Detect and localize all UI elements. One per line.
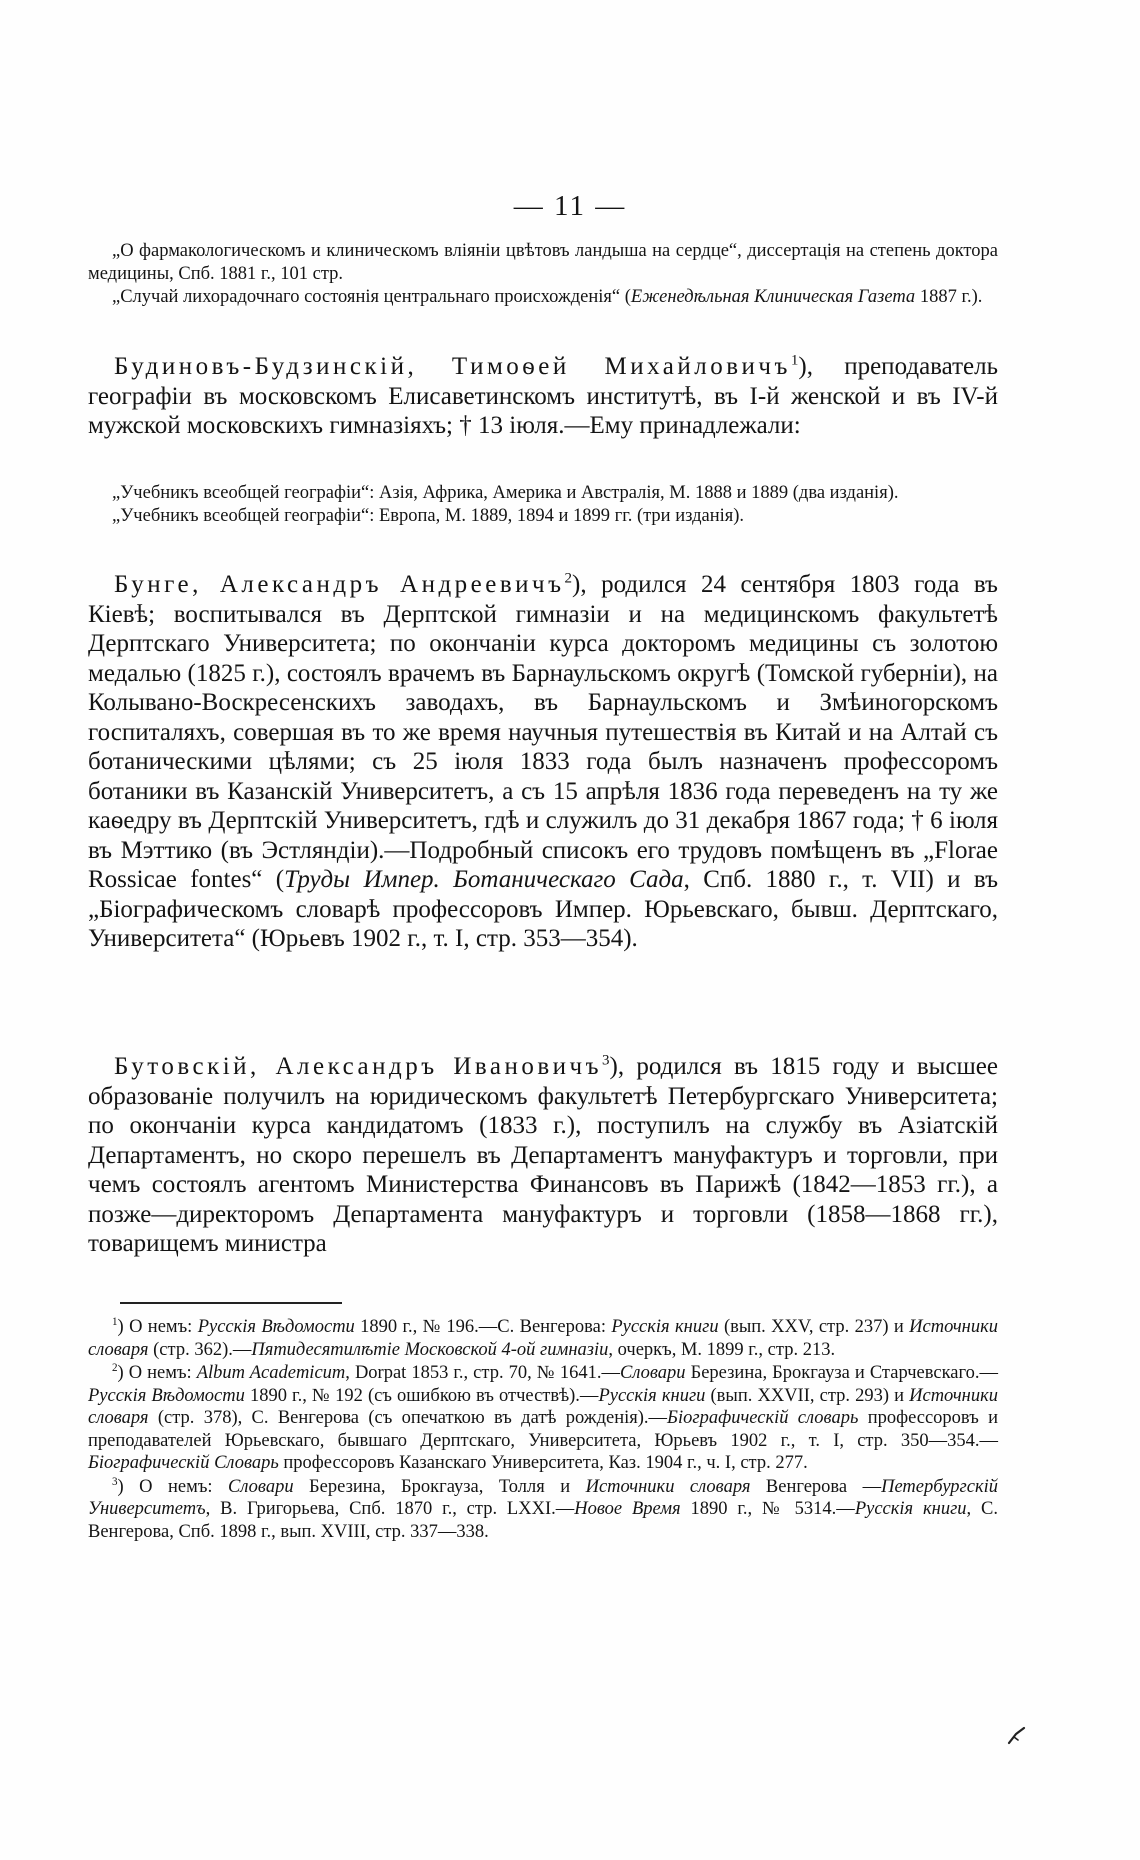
footnote-title: Русскія книги <box>611 1317 719 1337</box>
footnote-1 <box>88 1316 998 1361</box>
top-references <box>88 240 998 309</box>
footnote-title: Біографическій Словарь <box>88 1453 279 1473</box>
footnote-divider <box>120 1302 342 1304</box>
entry-butovsky <box>88 1052 998 1259</box>
entry-name: Будиновъ-Будзинскій, Тимоѳей Михайловичъ <box>114 353 791 380</box>
footnotes <box>88 1316 998 1544</box>
footnote-title: Новое Время <box>574 1499 681 1519</box>
reference-item <box>88 286 998 309</box>
footnote-text: профессоровъ Казанскаго Университета, Каз. 1904 г., ч. I, стр. 277. <box>278 1453 808 1473</box>
footnote-text: 1890 г., № 192 (съ ошибкою въ отчествѣ).— <box>244 1385 599 1406</box>
footnote-text: , С. Венгерова, Спб. 1898 г., вып. XVIII, стр. 337—338. <box>88 1499 998 1542</box>
footnote-title: Русскія Вѣдомости <box>88 1385 245 1406</box>
entry-text: ), родился въ 1815 году и высшее образованіе получилъ на юридическомъ факультетѣ Петербургскаго Университета; по окончаніи курса кандидатомъ (1833 г.), поступилъ на службу въ Азіатскій Департаментъ, но скоро перешелъ въ Департаментъ мануфактуръ и торговли, при чемъ состоялъ агентомъ Министерства Финансовъ въ Парижѣ (1842—1853 гг.), а позже—директоромъ Департамента мануфактуръ и торговли (1858—1868 гг.), товарищемъ министра <box>88 1053 998 1257</box>
entry-budinov <box>88 352 998 441</box>
footnote-mark: 2 <box>112 1361 118 1374</box>
work-item: „Учебникъ всеобщей географіи“: Азія, Африка, Америка и Австралія, М. 1888 и 1889 (два изданія). <box>112 483 899 503</box>
footnote-text: (вып. XXV, стр. 237) и <box>718 1317 910 1337</box>
reference-text: 1887 г.). <box>915 287 983 307</box>
entry-italic-title: Труды Импер. Ботаническаго Сада <box>284 866 684 893</box>
footnote-2 <box>88 1362 998 1475</box>
footnote-title: Источники словаря <box>585 1476 751 1497</box>
footnote-text: , В. Григорьева, Спб. 1870 г., стр. LXXI.— <box>205 1499 575 1519</box>
page-number: — 11 — <box>513 190 627 222</box>
footnote-title: Русскія Вѣдомости <box>197 1317 355 1337</box>
entry-name: Бунге, Александръ Андреевичъ <box>114 571 565 598</box>
footnote-title: Петербургскій Университетъ <box>88 1476 999 1519</box>
entry-text: ), преподаватель географіи въ московскомъ Елисаветинскомъ институтѣ, въ I-й женской и въ IV-й мужской московскихъ гимназіяхъ; † 13 іюля.—Ему принадлежали: <box>88 353 998 439</box>
footnote-text: , очеркъ, М. 1899 г., стр. 213. <box>608 1339 836 1360</box>
footnote-text: (стр. 362).— <box>148 1339 252 1360</box>
footnote-text: 1890 г., № 5314.— <box>680 1499 855 1519</box>
footnote-text: ) О немъ: <box>117 1363 197 1383</box>
entry-text: ), родился 24 сентября 1803 года въ Кіевѣ; воспитывался въ Дерптской гимназіи и на медицинскомъ факультетѣ Дерптскаго Университета; по окончаніи курса докторомъ медицины съ золотою медалью (1825 г.), состоялъ врачемъ въ Барнаульскомъ округѣ (Томской губерніи), на Колывано-Воскресенскихъ заводахъ, въ Барнаульскомъ и Змѣиногорскомъ госпиталяхъ, совершая въ то же время научныя путешествія въ Китай и на Алтай съ ботаническими цѣлями; съ 25 іюля 1833 года былъ назначенъ профессоромъ ботаники въ Казанскій Университетъ, а съ 15 апрѣля 1836 года переведенъ на ту же каѳедру въ Дерптскій Университетъ, гдѣ и служилъ до 31 декабря 1867 года; † 6 іюля въ Мэттико (въ Эстляндіи).—Подробный списокъ его трудовъ помѣщенъ въ „Florae Rossicae fontes“ ( <box>88 571 998 893</box>
footnote-title: Словари <box>228 1476 294 1497</box>
footnote-text: ) О немъ: <box>117 1476 229 1497</box>
footnote-ref: 2 <box>564 570 573 587</box>
reference-text: „Случай лихорадочнаго состоянія центральнаго происхожденія“ ( <box>112 287 631 307</box>
footnote-title: Русскія книги <box>854 1499 967 1519</box>
entry-paragraph <box>88 1052 998 1259</box>
entry-bunge <box>88 570 998 954</box>
reference-journal-title: Еженедѣльная Клиническая Газета <box>630 287 916 307</box>
entry-paragraph <box>88 570 998 954</box>
footnote-title: Источники словаря <box>88 1385 998 1428</box>
footnote-title: Русскія книги <box>598 1385 706 1406</box>
footnote-text: (стр. 378), С. Венгерова (съ опечаткою въ датѣ рожденія).— <box>148 1408 668 1428</box>
footnote-mark: 3 <box>112 1475 118 1488</box>
entry-text: , Спб. 1880 г., т. VII) и въ „Біографическомъ словарѣ профессоровъ Импер. Юрьевскаго, бывш. Дерптскаго, Университета“ (Юрьевъ 1902 г., т. I, стр. 353—354). <box>88 866 998 952</box>
footnote-text: 1890 г., № 196.—С. Венгерова: <box>354 1317 612 1337</box>
footnote-ref: 1 <box>790 352 799 369</box>
footnote-text: Венгерова — <box>750 1476 882 1497</box>
footnote-title: Біографическій словарь <box>667 1408 859 1428</box>
footnote-title: Словари <box>620 1363 686 1383</box>
entry-name: Бутовскій, Александръ Ивановичъ <box>114 1053 603 1080</box>
footnote-ref: 3 <box>602 1052 610 1069</box>
footnote-text: Березина, Брокгауза, Толля и <box>293 1476 586 1497</box>
ink-mark-icon <box>1006 1724 1028 1746</box>
footnote-title: Пятидесятилѣтіе Московской 4-ой гимназіи <box>251 1339 609 1360</box>
footnote-text: (вып. XXVII, стр. 293) и <box>705 1385 910 1406</box>
footnote-title: Источники словаря <box>88 1317 999 1360</box>
footnote-text: ) О немъ: <box>117 1317 198 1337</box>
footnote-title: Album Academicum <box>196 1363 346 1383</box>
footnote-text: профессоровъ и преподавателей Юрьевскаго, бывшаго Дерптскаго, Университета, Юрьевъ 1902 г., т. I, стр. 350—354.— <box>88 1408 998 1451</box>
work-item: „Учебникъ всеобщей географіи“: Европа, М. 1889, 1894 и 1899 гг. (три изданія). <box>112 506 745 526</box>
reference-text: „О фармакологическомъ и клиническомъ вліяніи цвѣтовъ ландыша на сердце“, диссертація на степень доктора медицины, Спб. 1881 г., 101 стр. <box>88 241 998 284</box>
footnote-text: , Dorpat 1853 г., стр. 70, № 1641.— <box>345 1363 621 1383</box>
footnote-mark: 1 <box>112 1315 118 1328</box>
footnote-text: Березина, Брокгауза и Старчевскаго.— <box>685 1363 999 1383</box>
entry-budinov-works <box>88 482 998 528</box>
entry-paragraph <box>88 352 998 441</box>
footnote-3 <box>88 1476 998 1544</box>
reference-item <box>88 240 998 286</box>
